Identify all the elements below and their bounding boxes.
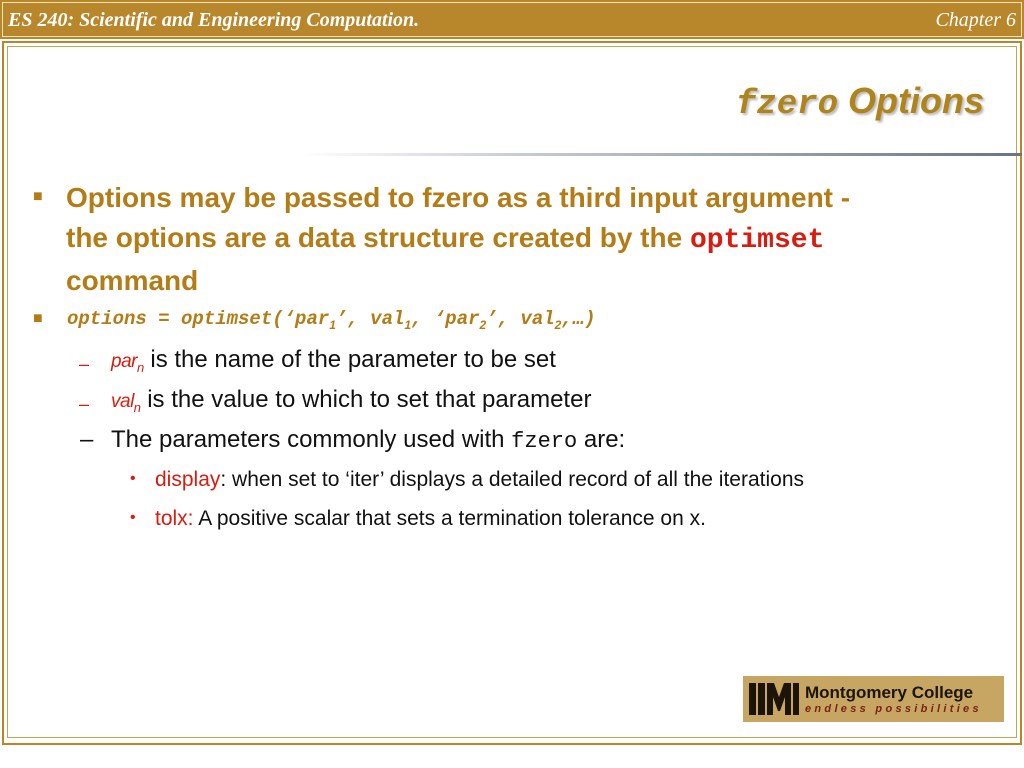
- par-word-text: par: [111, 351, 137, 372]
- course-title: ES 240: Scientific and Engineering Computation.: [8, 9, 420, 31]
- square-bullet-icon: ■: [33, 188, 43, 205]
- param-display-desc: : when set to ‘iter’ displays a detailed record of all the iterations: [220, 468, 805, 491]
- syntax-mid2: , ‘: [411, 308, 446, 330]
- common-params-line: [111, 426, 625, 454]
- par-word-sub: n: [136, 359, 144, 375]
- syntax-par2: par: [445, 308, 480, 330]
- dash-bullet-icon: –: [80, 426, 94, 453]
- title-text: Options: [848, 80, 984, 121]
- bullet1-line2: [66, 218, 1021, 261]
- val-word: [111, 391, 141, 415]
- bullet1-line1: Options may be passed to fzero as a third input argument -: [66, 182, 851, 213]
- college-tagline: endless possibilities: [805, 703, 982, 715]
- chapter-label: Chapter 6: [935, 9, 1016, 31]
- slide-title: [736, 80, 984, 124]
- dot-bullet-icon: •: [130, 470, 136, 487]
- param-tolx-desc: A positive scalar that sets a termination tolerance on x.: [193, 507, 706, 530]
- param-tolx-name: tolx:: [155, 507, 194, 530]
- par-description: [111, 346, 556, 375]
- syntax-val2: val: [520, 308, 555, 330]
- syntax-val2-sub: 2: [554, 317, 562, 332]
- syntax-par1-sub: 1: [329, 317, 336, 332]
- title-code: fzero: [735, 86, 838, 124]
- val-word-text: val: [111, 391, 134, 412]
- syntax-val1: val: [370, 308, 405, 330]
- param-display: [155, 468, 804, 492]
- optimset-code: optimset: [689, 225, 825, 256]
- bullet1-line2-text: the options are a data structure created by the: [66, 222, 690, 253]
- square-bullet-icon: ■: [33, 310, 43, 327]
- params-text: The parameters commonly used with: [111, 426, 512, 453]
- bullet1-line3: command: [66, 265, 199, 296]
- optimset-syntax: [67, 308, 596, 332]
- val-word-sub: n: [133, 399, 141, 415]
- syntax-val1-sub: 1: [404, 317, 412, 332]
- montgomery-college-logo: [743, 676, 1004, 722]
- header-bar: [0, 0, 1024, 39]
- bullet-options-passed: [66, 178, 1021, 301]
- syntax-prefix: options = optimset(‘: [67, 308, 296, 330]
- val-description: [111, 386, 591, 415]
- college-mark-icon: [749, 683, 799, 715]
- dot-bullet-icon: •: [130, 509, 136, 526]
- param-display-name: display: [155, 468, 221, 491]
- params-end: are:: [577, 426, 626, 453]
- param-tolx: [155, 507, 706, 531]
- title-underline: [300, 153, 1022, 156]
- college-name: Montgomery College: [805, 683, 974, 702]
- syntax-mid3: ’,: [486, 308, 521, 330]
- par-desc-text: is the name of the parameter to be set: [143, 346, 556, 373]
- par-word: [111, 351, 144, 375]
- fzero-code: fzero: [511, 429, 578, 454]
- dash-bullet-icon: –: [79, 354, 90, 374]
- dash-bullet-icon: –: [79, 394, 90, 414]
- syntax-suffix: ,…): [561, 308, 596, 330]
- syntax-mid1: ’,: [335, 308, 371, 330]
- val-desc-text: is the value to which to set that parameter: [140, 386, 592, 413]
- syntax-par1: par: [295, 308, 330, 330]
- syntax-par2-sub: 2: [479, 317, 487, 332]
